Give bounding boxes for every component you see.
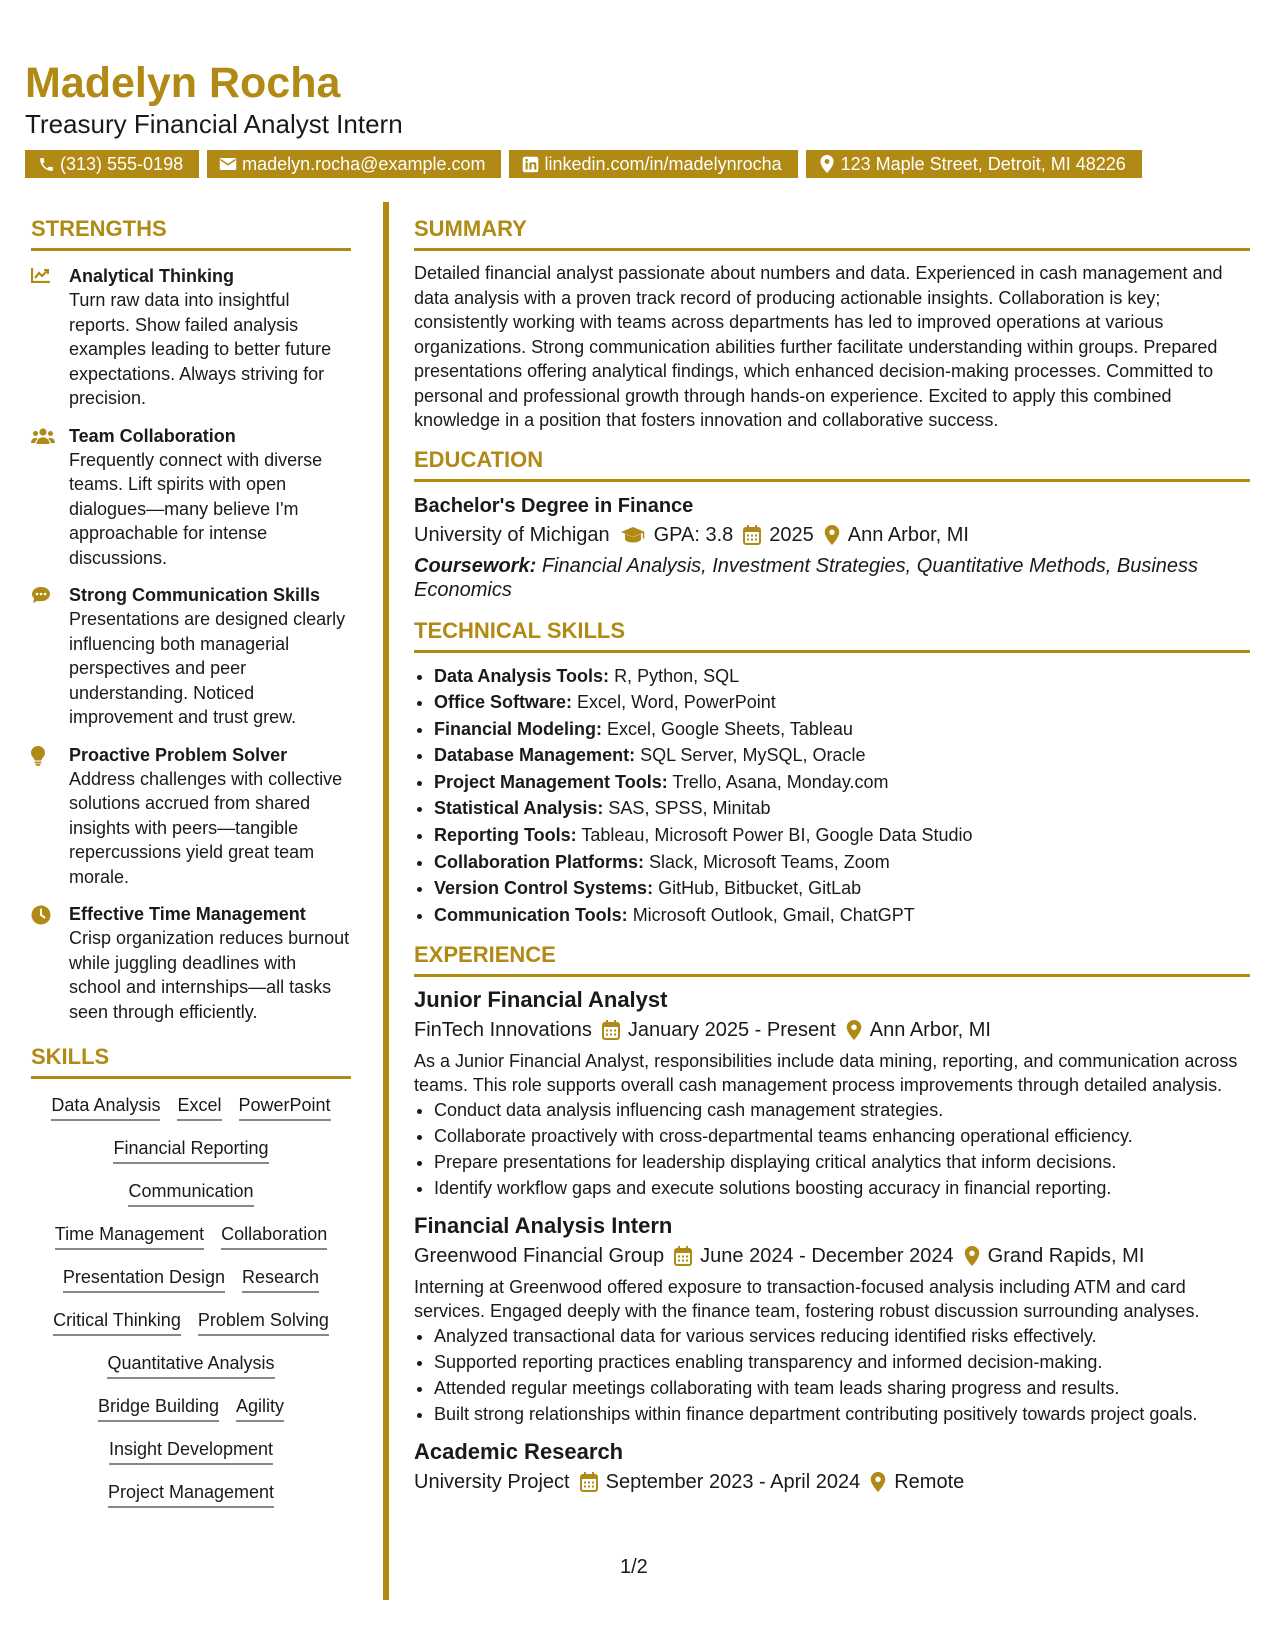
coursework-label: Coursework: xyxy=(414,554,537,577)
phone-icon xyxy=(37,155,55,173)
summary-text: Detailed financial analyst passionate about numbers and data. Experienced in cash management and data analysis with a proven track record of producing actionable insights. Collaboration is key; consistently working with teams across departments has led to improved operations at various organizations. Strong communication abilities further facilitate understanding within groups. Prepared presentations offering analytical findings, which enhanced decision-making processes. Committed to personal and professional growth through hands-on experience. Excited to apply this combined knowledge in a position that fosters innovation and collaborative success. xyxy=(414,263,1223,430)
job-bullet: • Built strong relationships within finance department contributing positively towards project goals. xyxy=(434,1401,1250,1427)
tech-skill-label: Version Control Systems: xyxy=(434,878,654,899)
technical-skills-list xyxy=(414,663,1250,929)
tech-skill-item xyxy=(434,822,1250,849)
strength-description: Address challenges with collective solutions accrued from shared insights with peers—tangible repercussions yield great team morale. xyxy=(69,768,343,887)
skill-row xyxy=(63,1265,319,1293)
skill-tag: Project Management xyxy=(108,1480,274,1508)
strength-description: Presentations are designed clearly influencing both managerial perspectives and peer understanding. Noticed improvement and trust grew. xyxy=(69,609,346,727)
job-bullet: • Attended regular meetings collaborating with team leads sharing progress and results. xyxy=(434,1375,1250,1401)
job-dates: January 2025 - Present xyxy=(627,1019,836,1042)
tech-skill-item xyxy=(434,663,1250,690)
tech-skill-item xyxy=(434,716,1250,743)
tech-skill-value: SQL Server, MySQL, Oracle xyxy=(640,745,866,766)
tech-skill-label: Data Analysis Tools: xyxy=(434,665,610,686)
chart-line-icon xyxy=(31,265,57,411)
experience-entry xyxy=(414,985,1250,1201)
skill-tag: Critical Thinking xyxy=(53,1308,181,1336)
strength-description: Crisp organization reduces burnout while juggling deadlines with school and internships—all tasks seen through efficiently. xyxy=(69,928,350,1022)
experience-entry xyxy=(414,1211,1250,1427)
job-title: Junior Financial Analyst xyxy=(414,987,668,1013)
skill-tag: Presentation Design xyxy=(63,1265,225,1293)
comment-dots-icon xyxy=(31,584,57,730)
graduation-cap-icon xyxy=(620,526,646,544)
left-column xyxy=(31,216,351,1523)
skill-tag: Excel xyxy=(177,1093,221,1121)
tech-skill-value: Excel, Google Sheets, Tableau xyxy=(607,718,853,739)
calendar-icon xyxy=(602,1020,620,1040)
strength-title: Team Collaboration xyxy=(69,425,236,446)
page-number: 1/2 xyxy=(620,1556,648,1578)
company: University Project xyxy=(414,1471,570,1494)
skill-row xyxy=(109,1437,273,1465)
column-divider xyxy=(383,202,389,1600)
strength-title: Effective Time Management xyxy=(69,904,306,924)
education-entry xyxy=(414,492,1250,602)
lightbulb-icon xyxy=(31,744,57,890)
job-description: As a Junior Financial Analyst, responsibilities include data mining, reporting, and communication across teams. This role supports overall cash management process improvements through detailed analysis. xyxy=(414,1051,1238,1096)
job-bullet: • Identify workflow gaps and execute solutions boosting accuracy in financial reporting. xyxy=(434,1175,1250,1201)
tech-skill-label: Financial Modeling: xyxy=(434,718,603,739)
calendar-icon xyxy=(674,1246,692,1266)
tech-skill-value: Microsoft Outlook, Gmail, ChatGPT xyxy=(632,904,915,925)
company: Greenwood Financial Group xyxy=(414,1245,665,1268)
tech-skill-value: Trello, Asana, Monday.com xyxy=(672,771,889,792)
map-pin-icon xyxy=(818,155,836,173)
coursework-list: Financial Analysis, Investment Strategies, Quantitative Methods, Business Economics xyxy=(414,554,1199,601)
tech-skill-value: R, Python, SQL xyxy=(614,665,740,686)
tech-skill-label: Database Management: xyxy=(434,745,636,766)
contact-address-text: 123 Maple Street, Detroit, MI 48226 xyxy=(840,153,1126,174)
school: University of Michigan xyxy=(414,523,610,546)
candidate-name: Madelyn Rocha xyxy=(25,59,341,107)
tech-skill-value: Slack, Microsoft Teams, Zoom xyxy=(649,851,890,872)
calendar-icon xyxy=(580,1472,598,1492)
skill-tag: Data Analysis xyxy=(51,1093,160,1121)
skill-tag: Collaboration xyxy=(221,1222,327,1250)
contact-email[interactable] xyxy=(207,150,501,178)
skill-row xyxy=(107,1351,274,1379)
calendar-icon xyxy=(743,525,761,545)
skill-row xyxy=(113,1136,268,1164)
tech-skill-item xyxy=(434,795,1250,822)
map-pin-icon xyxy=(964,1246,980,1266)
contact-bar xyxy=(25,150,1255,178)
skill-tag: PowerPoint xyxy=(239,1093,331,1121)
contact-linkedin-text: linkedin.com/in/madelynrocha xyxy=(544,153,782,174)
skill-tag: Insight Development xyxy=(109,1437,273,1465)
skill-row xyxy=(51,1093,330,1121)
tech-skill-label: Office Software: xyxy=(434,692,573,713)
map-pin-icon xyxy=(870,1472,886,1492)
job-meta xyxy=(414,1467,1250,1497)
skill-tag: Bridge Building xyxy=(98,1394,219,1422)
strength-title: Proactive Problem Solver xyxy=(69,744,288,765)
job-title: Financial Analysis Intern xyxy=(414,1213,673,1239)
tech-skill-item xyxy=(434,742,1250,769)
strengths-list xyxy=(31,265,351,1024)
company: FinTech Innovations xyxy=(414,1019,592,1042)
strength-item xyxy=(31,903,351,1024)
tech-skill-value: GitHub, Bitbucket, GitLab xyxy=(658,878,862,899)
skills-list xyxy=(31,1093,351,1523)
job-bullet: • Analyzed transactional data for various services reducing identified risks effectively. xyxy=(434,1323,1250,1349)
gpa: GPA: 3.8 xyxy=(653,523,734,546)
skill-tag: Research xyxy=(242,1265,319,1293)
strength-item xyxy=(31,584,351,730)
tech-skill-value: Tableau, Microsoft Power BI, Google Data Studio xyxy=(581,825,973,846)
job-bullet: • Collaborate proactively with cross-departmental teams enhancing operational efficiency. xyxy=(434,1123,1250,1149)
summary-heading: SUMMARY xyxy=(414,216,1250,251)
strength-description: Frequently connect with diverse teams. Lift spirits with open dialogues—many believe I'm approachable for intense discussions. xyxy=(69,449,323,568)
job-bullets xyxy=(414,1097,1250,1201)
job-meta xyxy=(414,1241,1250,1271)
candidate-title: Treasury Financial Analyst Intern xyxy=(25,109,403,140)
contact-email-text: madelyn.rocha@example.com xyxy=(242,153,486,174)
experience-entry xyxy=(414,1437,1250,1497)
resume-header xyxy=(25,60,1255,178)
skill-tag: Financial Reporting xyxy=(113,1136,268,1164)
strengths-heading: STRENGTHS xyxy=(31,216,351,251)
contact-address[interactable] xyxy=(806,150,1142,178)
skill-row xyxy=(98,1394,284,1422)
tech-skill-label: Collaboration Platforms: xyxy=(434,851,645,872)
tech-skill-item xyxy=(434,689,1250,716)
strength-item xyxy=(31,265,351,411)
job-bullet: • Conduct data analysis influencing cash management strategies. xyxy=(434,1097,1250,1123)
skill-tag: Problem Solving xyxy=(198,1308,329,1336)
tech-skill-label: Project Management Tools: xyxy=(434,771,668,792)
tech-skill-item xyxy=(434,769,1250,796)
linkedin-icon xyxy=(521,155,539,173)
strength-item xyxy=(31,425,351,571)
tech-skill-label: Statistical Analysis: xyxy=(434,798,604,819)
tech-skill-item xyxy=(434,902,1250,929)
skill-row xyxy=(108,1480,274,1508)
strength-title: Strong Communication Skills xyxy=(69,585,321,605)
job-meta xyxy=(414,1015,1250,1045)
school-location: Ann Arbor, MI xyxy=(847,523,969,546)
envelope-icon xyxy=(219,155,237,173)
degree: Bachelor's Degree in Finance xyxy=(414,494,694,517)
contact-linkedin[interactable] xyxy=(509,150,797,178)
skill-tag: Quantitative Analysis xyxy=(107,1351,274,1379)
strength-title: Analytical Thinking xyxy=(69,266,235,286)
education-meta xyxy=(414,520,1250,550)
job-dates: June 2024 - December 2024 xyxy=(700,1245,954,1268)
clock-icon xyxy=(31,903,57,1024)
skill-row xyxy=(55,1222,327,1250)
contact-phone-text: (313) 555-0198 xyxy=(60,153,184,174)
strength-item xyxy=(31,744,351,890)
job-description: Interning at Greenwood offered exposure to transaction-focused analysis including ATM and card services. Engaged deeply with the finance team, fostering robust discussion surrounding analyses. xyxy=(414,1277,1200,1322)
job-location: Ann Arbor, MI xyxy=(869,1019,991,1042)
education-heading: EDUCATION xyxy=(414,447,1250,482)
skill-row xyxy=(53,1308,329,1336)
job-bullet: • Prepare presentations for leadership displaying critical analytics that inform decisions. xyxy=(434,1149,1250,1175)
map-pin-icon xyxy=(824,525,840,545)
job-dates: September 2023 - April 2024 xyxy=(605,1471,861,1494)
skill-row xyxy=(128,1179,253,1207)
contact-phone[interactable] xyxy=(25,150,199,178)
tech-skill-value: SAS, SPSS, Minitab xyxy=(608,798,771,819)
experience-heading: EXPERIENCE xyxy=(414,942,1250,977)
tech-skill-item xyxy=(434,875,1250,902)
job-title: Academic Research xyxy=(414,1439,624,1465)
job-bullets xyxy=(414,1323,1250,1427)
strength-description: Turn raw data into insightful reports. Show failed analysis examples leading to better future expectations. Always striving for precision. xyxy=(69,290,332,408)
map-pin-icon xyxy=(846,1020,862,1040)
right-column xyxy=(414,216,1250,1497)
technical-skills-heading: TECHNICAL SKILLS xyxy=(414,618,1250,653)
skill-tag: Time Management xyxy=(55,1222,204,1250)
skill-tag: Agility xyxy=(236,1394,284,1422)
graduation-year: 2025 xyxy=(769,523,814,546)
tech-skill-label: Reporting Tools: xyxy=(434,825,577,846)
job-bullet: • Supported reporting practices enabling transparency and informed decision-making. xyxy=(434,1349,1250,1375)
tech-skill-value: Excel, Word, PowerPoint xyxy=(577,692,776,713)
job-location: Grand Rapids, MI xyxy=(987,1245,1145,1268)
skill-tag: Communication xyxy=(128,1179,253,1207)
job-location: Remote xyxy=(894,1471,965,1494)
skills-heading: SKILLS xyxy=(31,1044,351,1079)
users-icon xyxy=(31,425,57,571)
tech-skill-item xyxy=(434,849,1250,876)
coursework xyxy=(414,554,1250,602)
tech-skill-label: Communication Tools: xyxy=(434,904,628,925)
